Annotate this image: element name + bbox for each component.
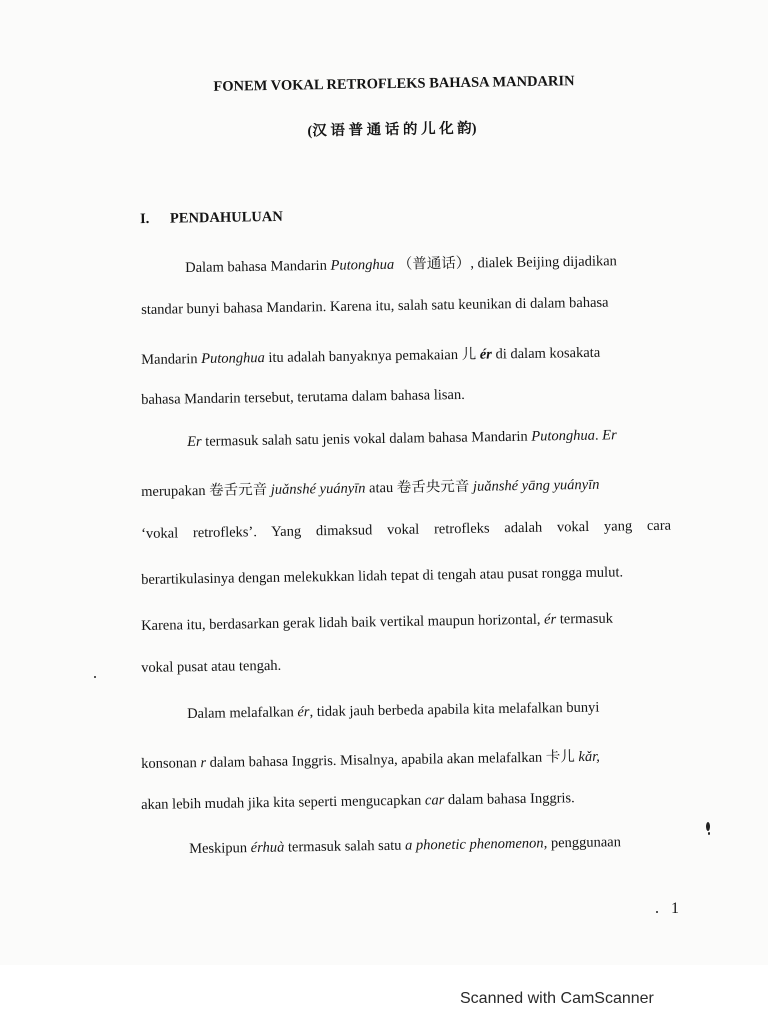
line-italic: car (424, 792, 445, 809)
line-italic: Er (602, 427, 617, 444)
line-italic: ér (543, 611, 557, 628)
line-text: , penggunaan (543, 834, 622, 852)
line-text: . (594, 427, 603, 444)
line-text: dalam bahasa Inggris. Misalnya, apabila akan melafalkan 卡儿 (205, 749, 579, 771)
line-text: , tidak jauh berbeda apabila kita melafalkan bunyi (309, 699, 600, 721)
line-text: Karena itu, berdasarkan gerak lidah baik vertikal maupun horizontal, (141, 611, 545, 634)
line-italic: Er (187, 433, 202, 450)
line-text: konsonan (141, 755, 201, 772)
line-italic: ér (297, 704, 310, 721)
section-title: PENDAHULUAN (169, 208, 283, 227)
line-text: termasuk salah satu jenis vokal dalam bahasa Mandarin (201, 428, 532, 450)
line-text: （普通话）, dialek Beijing dijadikan (394, 253, 617, 273)
section-number: I. (139, 210, 150, 228)
line-text: Meskipun (189, 840, 251, 857)
line-text: atau 卷舌央元音 (365, 478, 474, 497)
line-text: termasuk salah satu (284, 837, 406, 856)
line-italic: juǎnshé yuányīn (270, 480, 366, 498)
line-text: Dalam bahasa Mandarin (185, 257, 331, 276)
line-text: Dalam melafalkan (187, 704, 298, 722)
line-italic: r (200, 754, 207, 772)
line-italic: Putonghua (201, 350, 265, 368)
line-text: itu adalah banyaknya pemakaian 儿 (264, 346, 480, 367)
line-text: dalam bahasa Inggris. (444, 790, 575, 809)
scan-speck (706, 822, 710, 831)
line-text: bahasa Mandarin tersebut, terutama dalam bahasa lisan. (141, 386, 465, 408)
document-subtitle-chinese: (汉 语 普 通 话 的 儿 化 韵) (307, 120, 477, 140)
line-text: merupakan 卷舌元音 (141, 481, 271, 500)
page-number: 1 (671, 900, 679, 917)
camscanner-watermark: Scanned with CamScanner (460, 990, 654, 1007)
section-heading (140, 209, 283, 228)
line-text: vokal pusat atau tengah. (141, 657, 282, 676)
line-italic: kǎr, (578, 748, 600, 766)
line-text: standar bunyi bahasa Mandarin. Karena itu, salah satu keunikan di dalam bahasa (141, 294, 609, 318)
document-title: FONEM VOKAL RETROFLEKS BAHASA MANDARIN (213, 73, 575, 95)
line-text: di dalam kosakata (491, 344, 601, 363)
line-italic: juǎnshé yāng yuányīn (472, 476, 600, 495)
scan-speck (656, 911, 658, 913)
scan-speck (708, 832, 710, 835)
line-text: Mandarin (141, 351, 202, 368)
line-text: akan lebih mudah jika kita seperti mengucapkan (141, 792, 426, 813)
line-italic: ér (479, 346, 493, 363)
line-italic: Putonghua (531, 427, 596, 445)
line-text: termasuk (556, 610, 614, 628)
line-text: ‘vokal retrofleks’. Yang dimaksud vokal retrofleks adalah vokal yang cara (141, 517, 672, 542)
line-text: berartikulasinya dengan melekukkan lidah tepat di tengah atau pusat rongga mulut. (141, 564, 624, 588)
scan-speck (94, 676, 96, 678)
line-italic: a phonetic phenomenon (404, 835, 544, 854)
line-italic: érhuà (250, 839, 285, 857)
line-italic: Putonghua (330, 256, 395, 274)
